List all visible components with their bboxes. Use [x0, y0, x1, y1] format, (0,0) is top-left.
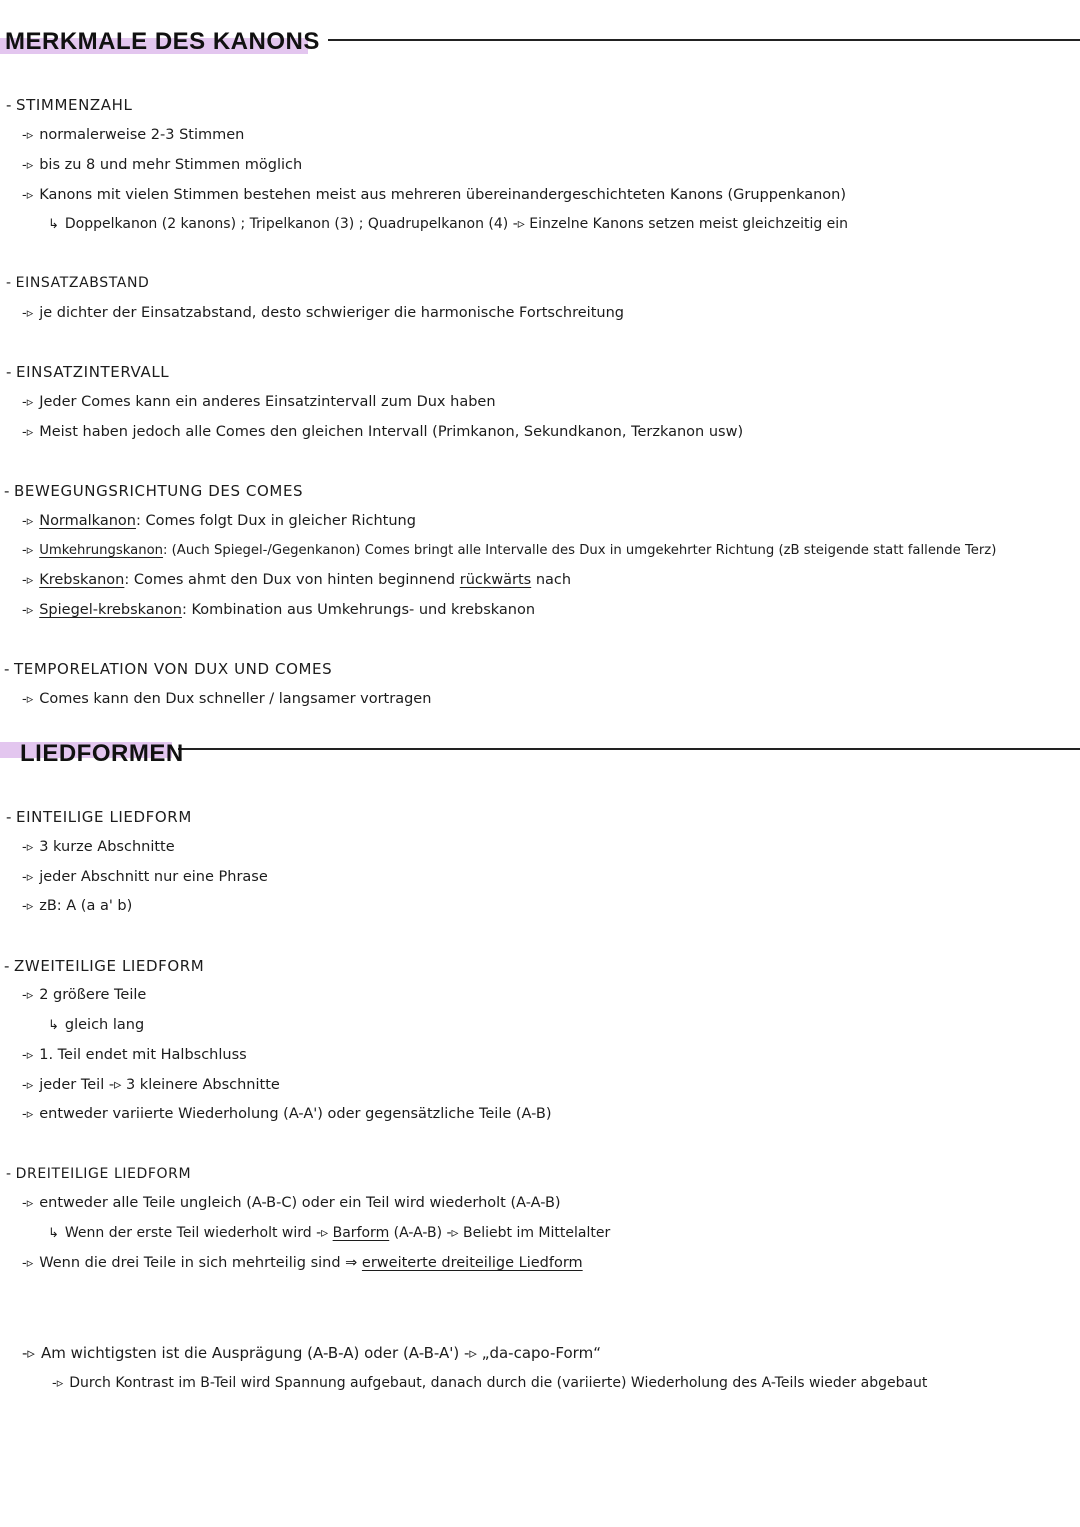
- section-einteilig: [6, 807, 192, 827]
- list-item: [22, 155, 302, 176]
- arrow-icon: -▹: [22, 543, 34, 558]
- arrow-icon: -▹: [22, 395, 34, 410]
- list-item-text: jeder Abschnitt nur eine Phrase: [39, 869, 268, 885]
- arrow-icon: -▹: [22, 306, 34, 321]
- list-item-text: nach: [535, 572, 572, 588]
- list-item-text: Durch Kontrast im B-Teil wird Spannung aufgebaut, danach durch die (variierte) Wiederholung des A-Teils wieder abgebaut: [69, 1375, 928, 1391]
- sub-arrow-icon: ↳: [48, 1018, 59, 1033]
- arrow-icon: -▹: [22, 1196, 34, 1211]
- sub-arrow-icon: ↳: [48, 1226, 59, 1241]
- bullet-dash: -: [6, 363, 13, 381]
- list-item-text: normalerweise 2-3 Stimmen: [39, 127, 245, 143]
- heading-kanon-rule: [328, 39, 1080, 41]
- bullet-dash: -: [6, 96, 13, 114]
- list-item: [22, 867, 268, 888]
- list-item-text: je dichter der Einsatzabstand, desto schwieriger die harmonische Fortschreitung: [39, 305, 624, 321]
- arrow-icon: -▹: [22, 1344, 35, 1362]
- list-item: [22, 896, 132, 917]
- section-bewegungsrichtung: [4, 481, 303, 501]
- section-title: EINSATZABSTAND: [15, 275, 150, 291]
- section-stimmenzahl: [6, 95, 132, 115]
- list-item: [22, 1045, 247, 1066]
- list-item-text: Jeder Comes kann ein anderes Einsatzintervall zum Dux haben: [39, 394, 496, 410]
- arrow-icon: -▹: [22, 870, 34, 885]
- arrow-icon: -▹: [22, 692, 34, 707]
- list-item: [22, 392, 496, 413]
- term-normalkanon: Normalkanon: [39, 513, 136, 529]
- arrow-icon: -▹: [22, 603, 34, 618]
- section-title: EINSATZINTERVALL: [16, 363, 170, 381]
- section-title: STIMMENZAHL: [16, 96, 133, 114]
- section-einsatzabstand: [6, 273, 149, 293]
- list-item: [22, 1104, 551, 1125]
- section-title: ZWEITEILIGE LIEDFORM: [14, 957, 205, 975]
- list-item-text: entweder variierte Wiederholung (A-A') oder gegensätzliche Teile (A-B): [39, 1106, 552, 1122]
- term-erweiterte-liedform: erweiterte dreiteilige Liedform: [361, 1255, 583, 1271]
- list-item-text: Kanons mit vielen Stimmen bestehen meist aus mehreren übereinandergeschichteten Kanons (Gruppenkanon): [39, 187, 847, 203]
- arrow-icon: -▹: [22, 1078, 34, 1093]
- list-item-text: jeder Teil -▹ 3 kleinere Abschnitte: [39, 1077, 280, 1093]
- heading-kanon: MERKMALE DES KANONS: [5, 28, 320, 55]
- list-item: [22, 303, 624, 324]
- section-title: DREITEILIGE LIEDFORM: [15, 1166, 192, 1182]
- section-title: EINTEILIGE LIEDFORM: [16, 808, 192, 826]
- list-item: [22, 600, 535, 621]
- term-umkehrungskanon: Umkehrungskanon: [39, 543, 164, 558]
- list-item: [22, 570, 571, 591]
- list-item-text: Am wichtigsten ist die Ausprägung (A-B-A) oder (A-B-A') -▹ „da-capo-Form“: [40, 1344, 601, 1362]
- section-temporelation: [4, 659, 332, 679]
- list-item: [22, 541, 996, 561]
- section-dreiteilig: [6, 1164, 191, 1184]
- list-item: [22, 185, 846, 206]
- list-item: [22, 125, 244, 146]
- list-item-text: entweder alle Teile ungleich (A-B-C) oder ein Teil wird wiederholt (A-A-B): [39, 1195, 561, 1211]
- arrow-icon: -▹: [22, 128, 34, 143]
- list-item-text: gleich lang: [64, 1017, 145, 1033]
- list-item-text: : Kombination aus Umkehrungs- und krebskanon: [181, 602, 536, 618]
- bullet-dash: -: [6, 808, 13, 826]
- list-item-text: Doppelkanon (2 kanons) ; Tripelkanon (3) ; Quadrupelkanon (4) -▹ Einzelne Kanons setzen meist gleichzeitig ein: [64, 216, 849, 232]
- bullet-dash: -: [4, 660, 11, 678]
- sub-arrow-icon: ↳: [48, 217, 59, 232]
- list-item: [22, 511, 416, 532]
- list-item: [22, 689, 431, 710]
- list-item: [22, 1193, 561, 1214]
- list-item-text: : Comes ahmt den Dux von hinten beginnend: [124, 572, 456, 588]
- term-spiegel-krebskanon: Spiegel-krebskanon: [39, 602, 182, 618]
- summary-subitem: [52, 1373, 927, 1394]
- arrow-icon: -▹: [22, 158, 34, 173]
- list-item-text: Comes kann den Dux schneller / langsamer vortragen: [39, 691, 432, 707]
- arrow-icon: -▹: [22, 1256, 34, 1271]
- arrow-icon: -▹: [22, 840, 34, 855]
- heading-liedformen-rule: [178, 748, 1080, 750]
- arrow-icon: -▹: [22, 514, 34, 529]
- list-item-text: 1. Teil endet mit Halbschluss: [39, 1047, 247, 1063]
- arrow-icon: -▹: [22, 425, 34, 440]
- list-item-text: : (Auch Spiegel-/Gegenkanon) Comes bringt alle Intervalle des Dux in umgekehrter Richtung (zB steigende statt fallende Terz): [163, 543, 997, 558]
- section-einsatzintervall: [6, 362, 169, 382]
- bullet-dash: -: [4, 482, 11, 500]
- bullet-dash: -: [6, 1166, 12, 1182]
- list-item: [22, 1075, 280, 1096]
- summary-item: [22, 1343, 601, 1363]
- term-rueckwaerts: rückwärts: [459, 572, 532, 588]
- bullet-dash: -: [6, 275, 12, 291]
- list-item-text: bis zu 8 und mehr Stimmen möglich: [39, 157, 303, 173]
- list-item-text: 2 größere Teile: [39, 987, 147, 1003]
- list-item-text: : Comes folgt Dux in gleicher Richtung: [135, 513, 416, 529]
- list-subitem: [48, 1015, 144, 1036]
- section-title: BEWEGUNGSRICHTUNG DES COMES: [14, 482, 304, 500]
- list-item-text: Meist haben jedoch alle Comes den gleichen Intervall (Primkanon, Sekundkanon, Terzkanon usw): [39, 424, 744, 440]
- arrow-icon: -▹: [22, 1107, 34, 1122]
- arrow-icon: -▹: [22, 573, 34, 588]
- arrow-icon: -▹: [52, 1376, 64, 1391]
- list-item-text: Wenn die drei Teile in sich mehrteilig sind ⇒: [39, 1255, 358, 1271]
- arrow-icon: -▹: [22, 188, 34, 203]
- list-item: [22, 837, 175, 858]
- list-item: [22, 1253, 583, 1274]
- list-subitem: [48, 214, 848, 235]
- list-item: [22, 422, 743, 443]
- list-subitem: [48, 1223, 610, 1244]
- list-item-text: Wenn der erste Teil wiederholt wird -▹: [64, 1225, 329, 1241]
- list-item-text: zB: A (a a' b): [39, 898, 133, 914]
- arrow-icon: -▹: [22, 988, 34, 1003]
- list-item-text: 3 kurze Abschnitte: [39, 839, 175, 855]
- section-title: TEMPORELATION VON DUX UND COMES: [14, 660, 333, 678]
- section-zweiteilig: [4, 956, 204, 976]
- list-item: [22, 985, 146, 1006]
- arrow-icon: -▹: [22, 899, 34, 914]
- term-krebskanon: Krebskanon: [39, 572, 125, 588]
- arrow-icon: -▹: [22, 1048, 34, 1063]
- list-item-text: (A-A-B) -▹ Beliebt im Mittelalter: [393, 1225, 611, 1241]
- heading-liedformen: LIEDFORMEN: [20, 740, 184, 767]
- bullet-dash: -: [4, 957, 11, 975]
- term-barform: Barform: [332, 1225, 390, 1241]
